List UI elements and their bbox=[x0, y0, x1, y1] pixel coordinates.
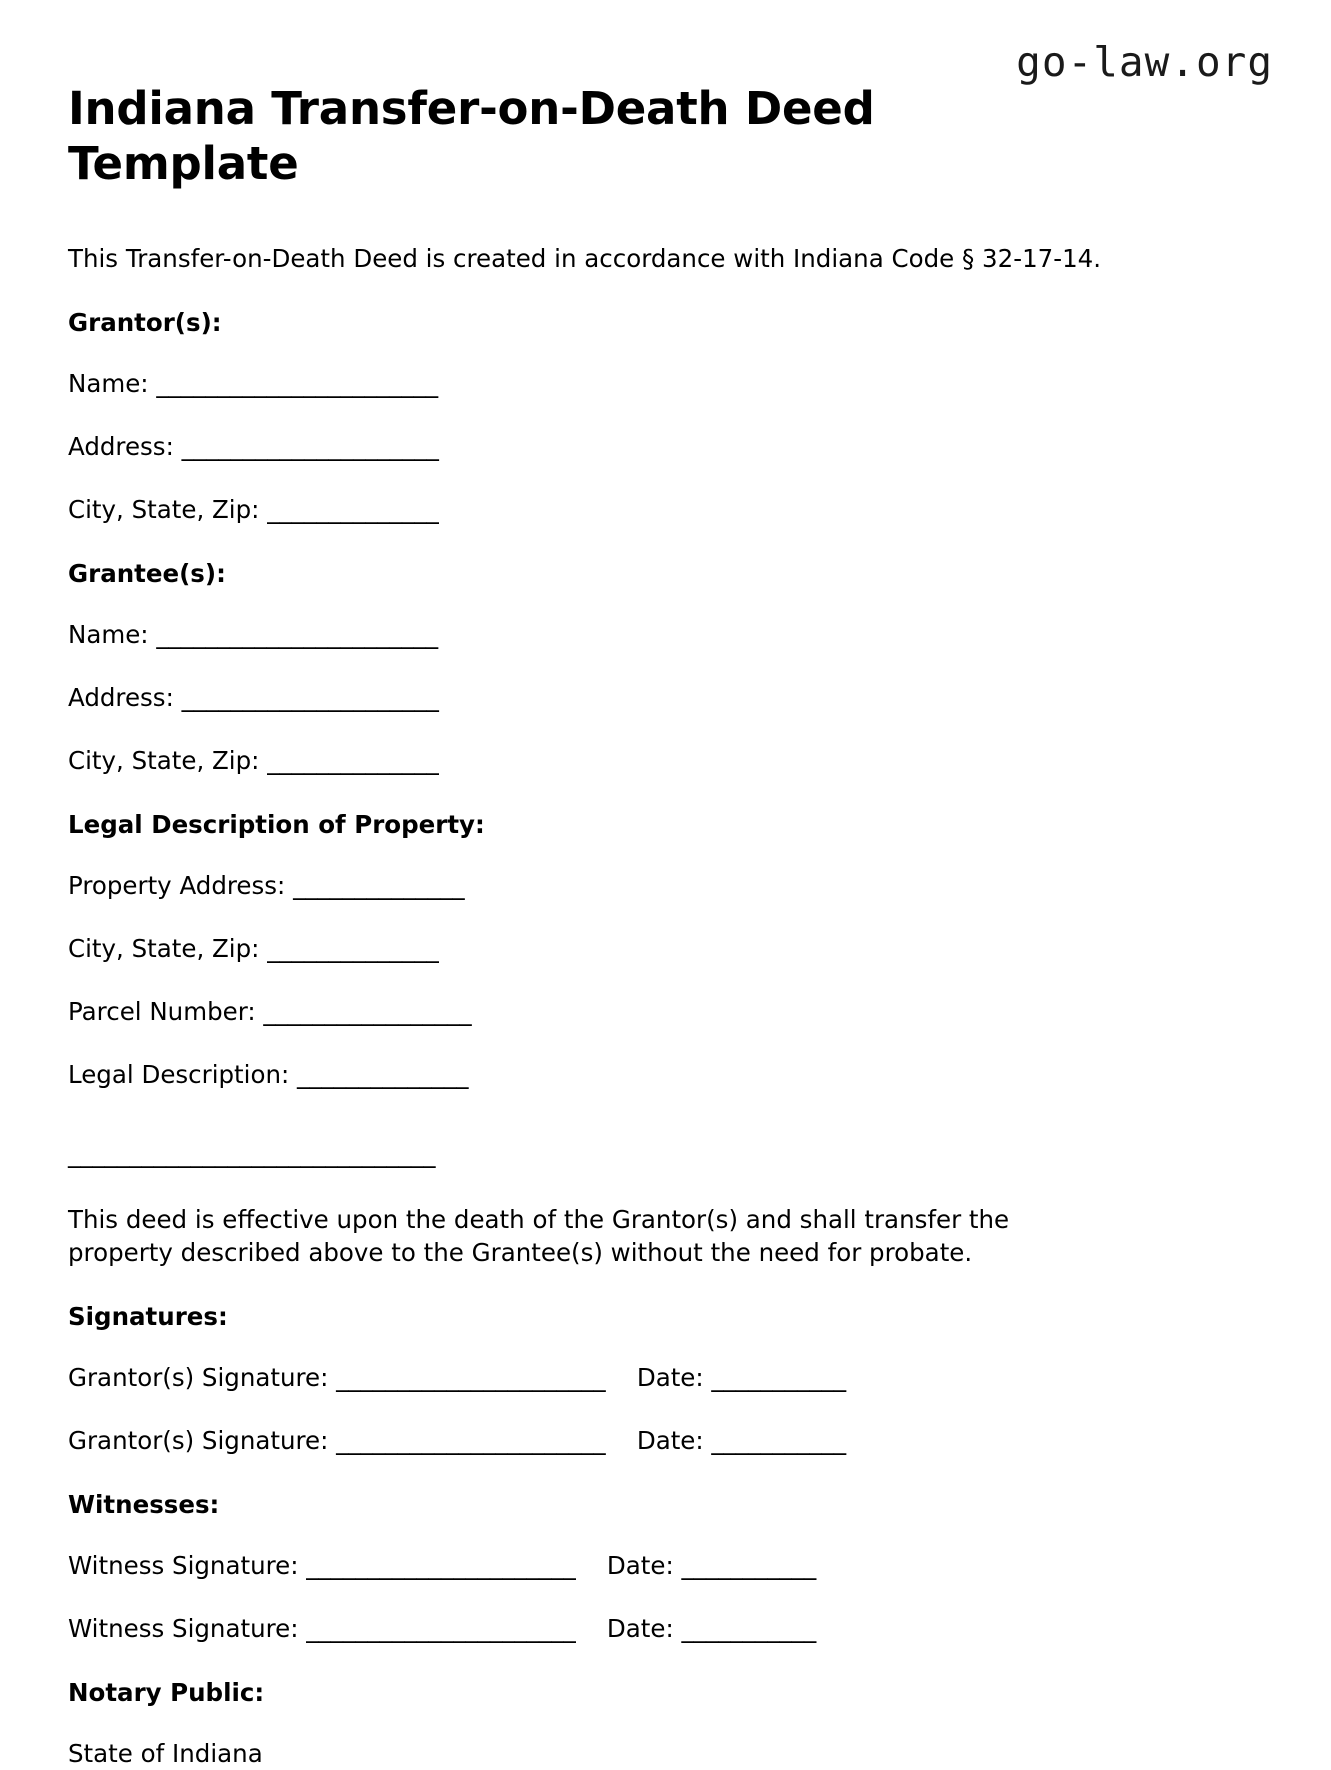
section-heading-notary-public: Notary Public: bbox=[68, 1678, 265, 1708]
section-heading-signatures: Signatures: bbox=[68, 1302, 228, 1332]
witness-signature-line-2[interactable]: Witness Signature: ______________________ Date: ___________ bbox=[68, 1614, 817, 1644]
grantor-address-field[interactable]: Address: _____________________ bbox=[68, 431, 439, 461]
document-content bbox=[68, 82, 1263, 1770]
property-city-state-zip-field[interactable]: City, State, Zip: ______________ bbox=[68, 934, 439, 964]
section-heading-legal-description: Legal Description of Property: bbox=[68, 810, 485, 840]
notary-state-line: State of Indiana bbox=[68, 1739, 263, 1769]
intro-paragraph: This Transfer-on-Death Deed is created in accordance with Indiana Code § 32-17-14. bbox=[68, 243, 1102, 273]
site-watermark: go-law.org bbox=[1016, 38, 1273, 86]
grantor-signature-line-1[interactable]: Grantor(s) Signature: ______________________ Date: ___________ bbox=[68, 1363, 847, 1393]
legal-description-field[interactable]: Legal Description: ______________ bbox=[68, 1060, 469, 1090]
page-title: Indiana Transfer-on-Death Deed Template bbox=[68, 82, 875, 190]
grantor-city-state-zip-field[interactable]: City, State, Zip: ______________ bbox=[68, 494, 439, 524]
grantor-name-field[interactable]: Name: _______________________ bbox=[68, 368, 439, 398]
section-heading-grantor: Grantor(s): bbox=[68, 307, 222, 337]
effective-clause-paragraph: This deed is effective upon the death of the Grantor(s) and shall transfer the property described above to the Grantee(s) without the need for probate. bbox=[68, 1204, 1010, 1267]
grantee-address-field[interactable]: Address: _____________________ bbox=[68, 683, 439, 713]
section-heading-witnesses: Witnesses: bbox=[68, 1490, 220, 1520]
property-address-field[interactable]: Property Address: ______________ bbox=[68, 871, 465, 901]
legal-description-continuation-line[interactable]: ______________________________ bbox=[68, 1139, 436, 1169]
witness-signature-line-1[interactable]: Witness Signature: ______________________ Date: ___________ bbox=[68, 1551, 817, 1581]
grantee-name-field[interactable]: Name: _______________________ bbox=[68, 620, 439, 650]
parcel-number-field[interactable]: Parcel Number: _________________ bbox=[68, 997, 472, 1027]
grantee-city-state-zip-field[interactable]: City, State, Zip: ______________ bbox=[68, 746, 439, 776]
section-heading-grantee: Grantee(s): bbox=[68, 559, 226, 589]
grantor-signature-line-2[interactable]: Grantor(s) Signature: ______________________ Date: ___________ bbox=[68, 1426, 847, 1456]
